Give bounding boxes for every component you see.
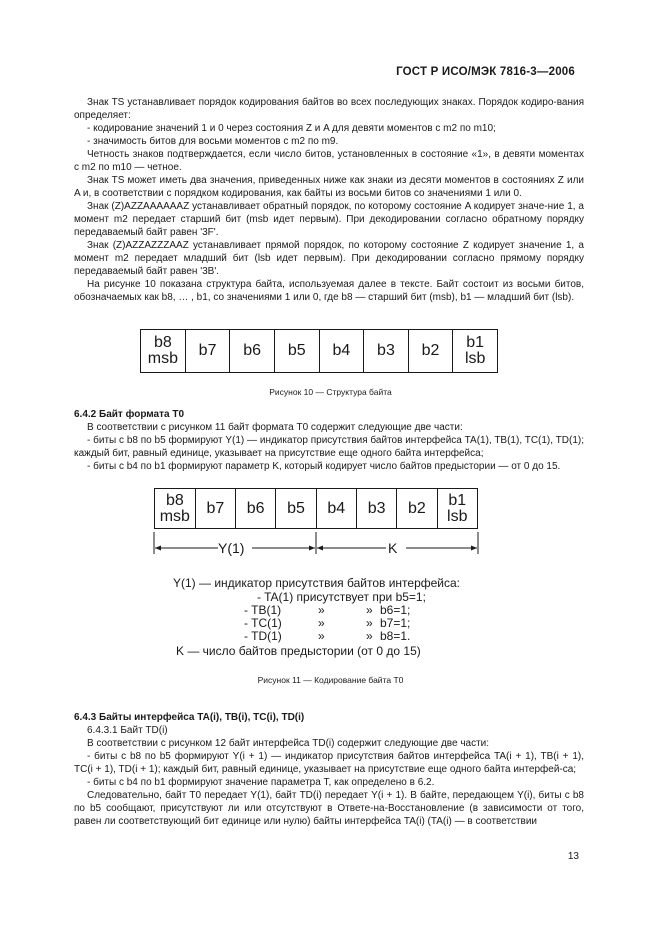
document-header: ГОСТ Р ИСО/МЭК 7816-3—2006 [396,66,575,78]
figure10-caption: Рисунок 10 — Структура байта [269,387,392,397]
section-heading: 6.4.3 Байты интерфейса TA(i), TB(i), TC(i), TD(i) [74,712,305,723]
arrow-head [471,546,477,551]
legend-ditto: » [366,616,373,630]
paragraph: Следовательно, байт T0 передает Y(1), байт TD(i) передает Y(i + 1). В байте, передающем Y(i), биты с b8 по b5 сообщают, присутствуют ли или отсутствуют в Ответе-на-Восстановление (в зависимости от того, равен ли соответствующий бит единице или нулю) байты интерфейса TA(i) (TA(i) — в соответствии [74,790,584,827]
legend-line: K — число байтов предыстории (от 0 до 15) [176,644,421,658]
figure11-caption: Рисунок 11 — Кодирование байта T0 [257,675,404,685]
arrow-head [155,546,161,551]
bit-cell: b8 msb [155,489,196,529]
bit-cell: b4 [319,330,364,373]
paragraph: Знак TS может иметь два значения, приведенных ниже как знаки из десяти моментов в состояниях Z или A и, в соответствии с порядком кодирования, как байты из восьми битов со значениями 1 или 0. [74,175,584,199]
bit-cell: b2 [408,330,453,373]
bit-cell: b5 [276,489,316,529]
legend-ditto: » [318,603,325,617]
bit-cell: b6 [230,330,275,373]
legend-value: b7=1; [380,616,411,630]
legend-ditto: » [366,629,373,643]
section-6-4-3 [74,711,584,828]
legend-value: b8=1. [380,629,411,643]
bullet-item: - биты с b8 по b5 формируют Y(i + 1) — индикатор присутствия байтов интерфейса TA(i + 1), TB(i + 1), TC(i + 1), TD(i + 1); каждый бит, равный единице, указывает на присутствие еще одного байта интерфей-са; [74,751,584,775]
bullet-item: - биты с b4 по b1 формируют параметр K, который кодирует число байтов предыстории — от 0 до 15. [87,461,561,472]
bit-cell: b3 [356,489,396,529]
y1-label: Y(1) [218,540,245,556]
bit-cell: b4 [316,489,356,529]
section-heading: 6.4.2 Байт формата T0 [74,409,185,420]
arrow-head [317,546,323,551]
paragraph: Знак (Z)AZZAZZZAAZ устанавливает прямой порядок, по которому состояние Z кодирует значение 1, а момент m2 передает младший бит (lsb идет первым). При декодировании согласно прямому порядку передаваемый байт равен '3B'. [74,240,584,277]
bit-cell: b8 msb [141,330,186,373]
figure10-byte-table [140,329,498,373]
bit-cell: b1 lsb [453,330,498,373]
legend-line: - TC(1) [244,616,282,630]
legend-ditto: » [366,603,373,617]
legend-line: - TD(1) [244,629,282,643]
paragraph: Знак TS устанавливает порядок кодирования байтов во всех последующих знаках. Порядок кодиро-вания определяет: [74,97,584,121]
paragraph: Четность знаков подтверждается, если число битов, установленных в состояние «1», в девяти моментах с m2 по m10 — четное. [74,149,584,173]
legend-line: - TB(1) [244,603,282,617]
arrow-head [309,546,315,551]
legend-ditto: » [318,629,325,643]
bit-cell: b3 [364,330,409,373]
bit-cell: b7 [185,330,230,373]
k-label: K [388,540,398,556]
page-number: 13 [567,851,579,862]
bit-cell: b2 [397,489,437,529]
legend-ditto: » [318,616,325,630]
paragraph: В соответствии с рисунком 11 байт формата T0 содержит следующие две части: [87,422,463,433]
bit-cell: b1 lsb [437,489,477,529]
figure11-dimension-lines [150,530,482,560]
paragraph: На рисунке 10 показана структура байта, используемая далее в тексте. Байт состоит из восьми битов, обозначаемых как b8, … , b1, со значениями 1 или 0, где b8 — старший бит (msb), b1 — младший бит (lsb). [74,279,584,303]
bullet-item: - кодирование значений 1 и 0 через состояния Z и A для девяти моментов с m2 по m10; [87,123,496,134]
legend-line: Y(1) — индикатор присутствия байтов интерфейса: [173,576,460,590]
paragraph: Знак (Z)AZZAAAAAAZ устанавливает обратный порядок, по которому состояние A кодирует значе-ние 1, а момент m2 передает старший бит (msb идет первым). При декодировании согласно обратному порядку передаваемый байт равен '3F'. [74,201,584,238]
bit-cell: b5 [274,330,319,373]
paragraph: В соответствии с рисунком 12 байт интерфейса TD(i) содержит следующие две части: [87,738,490,749]
figure11-byte-table [154,488,478,529]
bit-cell: b7 [195,489,235,529]
bullet-item: - биты с b4 по b1 формируют значение параметра T, как определено в 6.2. [87,777,435,788]
bullet-item: - биты с b8 по b5 формируют Y(1) — индикатор присутствия байтов интерфейса TA(1), TB(1), TC(1), TD(1); каждый бит, равный единице, указывает на присутствие еще одного байта интерфейса; [74,435,584,459]
legend-line: - TA(1) присутствует при b5=1; [257,590,426,604]
bullet-item: - значимость битов для восьми моментов с m2 по m9. [87,136,339,147]
section-6-4-2 [74,408,584,473]
subsection-heading: 6.4.3.1 Байт TD(i) [87,725,168,736]
intro-text [74,96,584,304]
legend-value: b6=1; [380,603,411,617]
bit-cell: b6 [236,489,276,529]
